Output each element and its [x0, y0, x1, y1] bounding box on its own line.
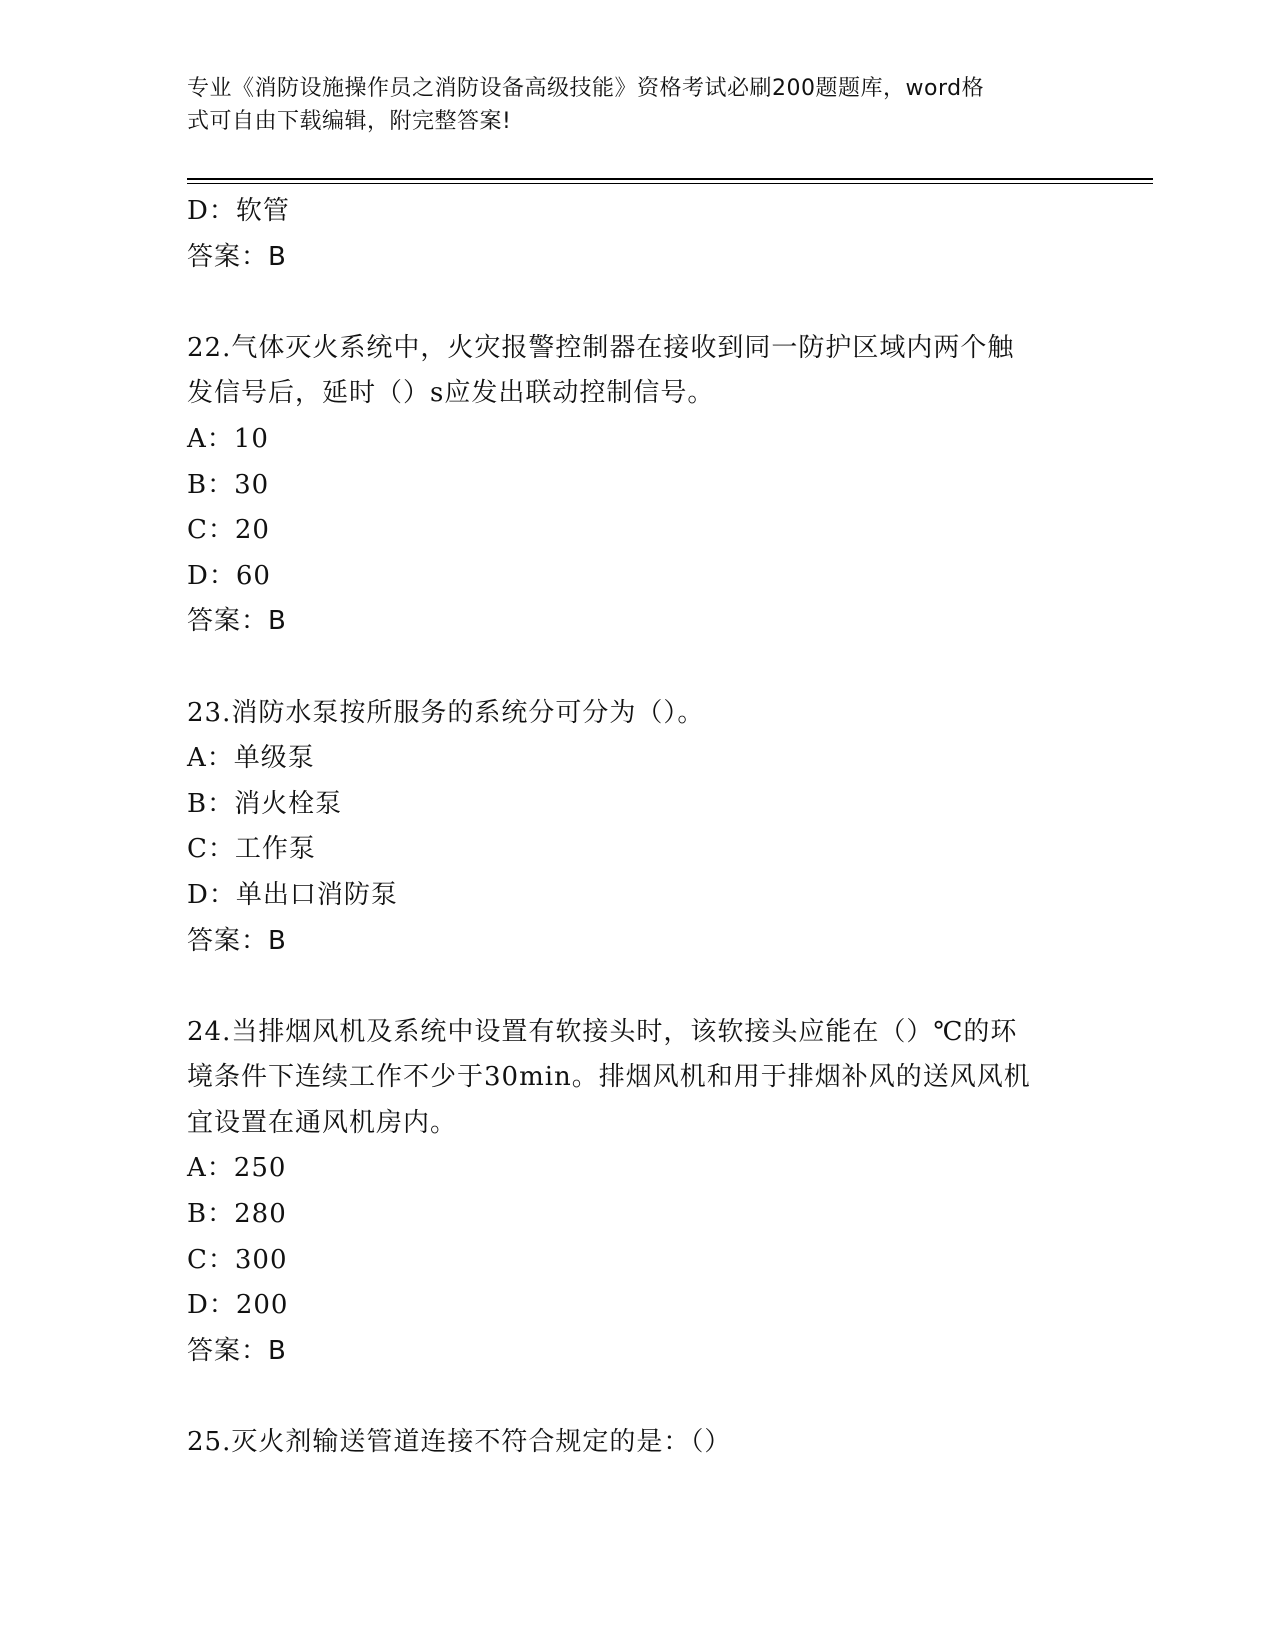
- answer-line: 答案：B: [187, 241, 287, 272]
- spacer: [187, 964, 1087, 1010]
- option-b: B：280: [187, 1199, 287, 1230]
- option-b: B：30: [187, 469, 270, 500]
- question-content: [187, 189, 1087, 1466]
- option-c: C：工作泵: [187, 834, 316, 865]
- header-line-1: 专业《消防设施操作员之消防设备高级技能》资格考试必刷200题题库，word格: [187, 76, 985, 101]
- answer-line: 答案：B: [187, 925, 287, 956]
- document-header: [187, 72, 1067, 138]
- question-24-text: 境条件下连续工作不少于30min。排烟风机和用于排烟补风的送风风机: [187, 1062, 1031, 1093]
- option-d: D：软管: [187, 196, 290, 226]
- option-d: D：60: [187, 560, 271, 591]
- question-22-text: 22.气体灭火系统中，火灾报警控制器在接收到同一防护区域内两个触: [187, 332, 1015, 363]
- option-a: A：250: [187, 1153, 287, 1184]
- spacer: [187, 280, 1087, 326]
- option-d: D：200: [187, 1290, 289, 1321]
- option-a: A：单级泵: [187, 743, 315, 774]
- option-a: A：10: [187, 423, 269, 454]
- option-d: D：单出口消防泵: [187, 879, 398, 910]
- question-24-text: 24.当排烟风机及系统中设置有软接头时，该软接头应能在（）℃的环: [187, 1016, 1018, 1047]
- question-23-text: 23.消防水泵按所服务的系统分可分为（）。: [187, 697, 705, 728]
- option-b: B：消火栓泵: [187, 788, 343, 819]
- header-divider-thin: [187, 183, 1153, 184]
- header-line-2: 式可自由下载编辑，附完整答案!: [187, 109, 512, 134]
- question-22-text: 发信号后，延时（）s应发出联动控制信号。: [187, 378, 715, 409]
- spacer: [187, 645, 1087, 691]
- header-divider-thick: [187, 178, 1153, 180]
- question-25-text: 25.灭火剂输送管道连接不符合规定的是：（）: [187, 1427, 732, 1458]
- answer-line: 答案：B: [187, 1335, 287, 1366]
- option-c: C：20: [187, 515, 270, 546]
- spacer: [187, 1374, 1087, 1420]
- question-24-text: 宜设置在通风机房内。: [187, 1107, 458, 1138]
- answer-line: 答案：B: [187, 606, 287, 637]
- option-c: C：300: [187, 1244, 288, 1275]
